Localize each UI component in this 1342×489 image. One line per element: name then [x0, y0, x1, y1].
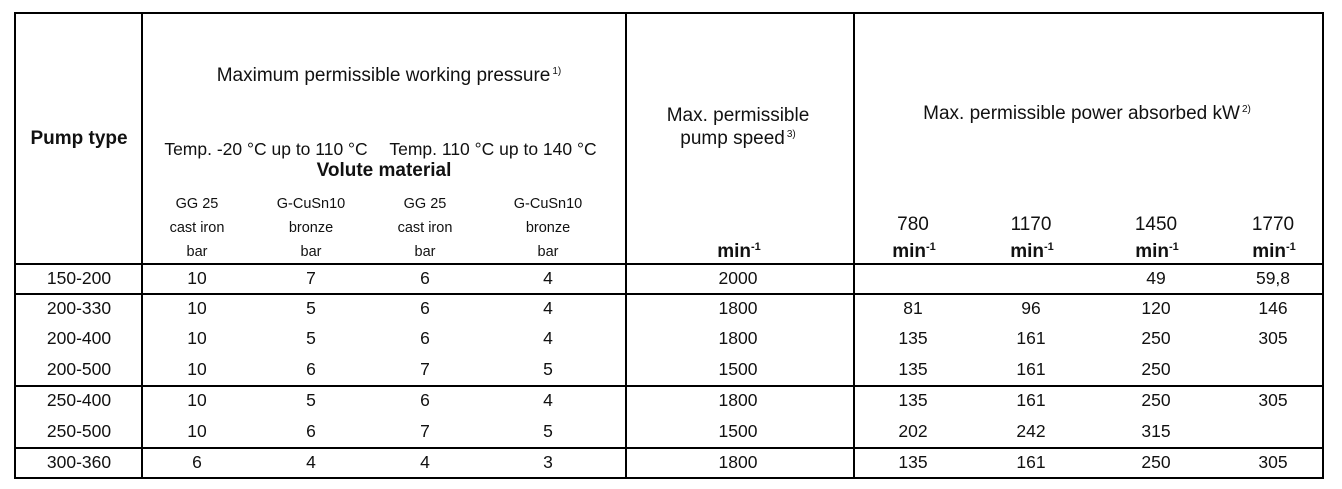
row-divider — [16, 263, 1322, 265]
table-cell: 4 — [543, 390, 553, 410]
table-cell: 49 — [1146, 268, 1166, 288]
material-name: GG 25 — [175, 196, 219, 212]
pump-type-cell: 250-500 — [46, 421, 112, 441]
table-cell: 4 — [543, 268, 553, 288]
speed-unit-exponent: -1 — [751, 241, 761, 253]
table-cell: 135 — [898, 390, 928, 410]
row-divider — [16, 293, 1322, 295]
row-divider — [16, 447, 1322, 449]
table-cell: 10 — [187, 268, 207, 288]
power-speed: 1450 — [1134, 214, 1178, 235]
power-unit-label: min — [1135, 241, 1169, 262]
table-cell: 1800 — [718, 390, 758, 410]
pump-data-table — [14, 12, 1324, 479]
table-cell: 4 — [543, 328, 553, 348]
speed-header-line2 — [680, 128, 795, 150]
table-cell: 146 — [1258, 298, 1288, 318]
material-desc: cast iron — [169, 220, 225, 236]
column-divider — [141, 14, 143, 477]
table-cell: 96 — [1021, 298, 1041, 318]
table-cell: 59,8 — [1255, 268, 1291, 288]
table-cell: 5 — [543, 359, 553, 379]
material-desc: bronze — [288, 220, 334, 236]
power-unit-label: min — [892, 241, 926, 262]
table-cell: 242 — [1016, 421, 1046, 441]
power-speed: 1770 — [1251, 214, 1295, 235]
pump-type-cell: 300-360 — [46, 452, 112, 472]
speed-header-line1: Max. permissible — [666, 105, 810, 126]
material-unit: bar — [186, 244, 208, 260]
table-cell: 6 — [420, 268, 430, 288]
pump-type-cell: 200-330 — [46, 298, 112, 318]
temp-low-header: Temp. -20 °C up to 110 °C — [164, 139, 368, 159]
table-cell: 250 — [1141, 328, 1171, 348]
table-cell: 10 — [187, 359, 207, 379]
power-footnote: 2) — [1241, 104, 1251, 115]
power-unit — [1010, 241, 1054, 263]
table-cell: 135 — [898, 452, 928, 472]
table-cell: 1500 — [718, 359, 758, 379]
max-pressure-footnote: 1) — [552, 66, 562, 77]
table-cell: 1800 — [718, 298, 758, 318]
table-cell: 161 — [1016, 390, 1046, 410]
table-cell: 4 — [306, 452, 316, 472]
table-cell: 5 — [306, 328, 316, 348]
material-desc: cast iron — [397, 220, 453, 236]
max-pressure-header — [217, 65, 562, 87]
power-unit — [892, 241, 936, 263]
table-cell: 305 — [1258, 452, 1288, 472]
pump-type-cell: 150-200 — [46, 268, 112, 288]
material-name: GG 25 — [403, 196, 447, 212]
speed-unit — [717, 241, 761, 263]
table-cell: 6 — [420, 328, 430, 348]
table-cell: 6 — [420, 390, 430, 410]
table-cell: 10 — [187, 298, 207, 318]
table-cell: 7 — [306, 268, 316, 288]
table-cell: 161 — [1016, 452, 1046, 472]
table-cell: 81 — [903, 298, 923, 318]
pump-type-cell: 200-500 — [46, 359, 112, 379]
material-unit: bar — [537, 244, 559, 260]
power-unit-exponent: -1 — [926, 241, 936, 253]
material-unit: bar — [300, 244, 322, 260]
table-cell: 10 — [187, 421, 207, 441]
power-header-label: Max. permissible power absorbed kW — [923, 103, 1240, 124]
power-speed: 1170 — [1010, 214, 1052, 235]
pump-type-header: Pump type — [30, 128, 128, 149]
table-cell: 4 — [543, 298, 553, 318]
table-cell: 202 — [898, 421, 928, 441]
power-unit-label: min — [1252, 241, 1286, 262]
power-unit — [1252, 241, 1296, 263]
power-unit — [1135, 241, 1179, 263]
table-cell: 6 — [306, 421, 316, 441]
volute-material-header: Volute material — [316, 160, 452, 181]
column-divider — [853, 14, 855, 477]
table-cell: 5 — [543, 421, 553, 441]
table-cell: 315 — [1141, 421, 1171, 441]
pump-type-cell: 200-400 — [46, 328, 112, 348]
material-name: G-CuSn10 — [276, 196, 346, 212]
table-cell: 7 — [420, 421, 430, 441]
power-unit-label: min — [1010, 241, 1044, 262]
table-cell: 135 — [898, 359, 928, 379]
temp-high-header: Temp. 110 °C up to 140 °C — [389, 139, 597, 159]
speed-footnote: 3) — [786, 129, 796, 140]
table-cell: 1500 — [718, 421, 758, 441]
table-cell: 305 — [1258, 390, 1288, 410]
speed-header-label: pump speed — [680, 128, 785, 149]
power-unit-exponent: -1 — [1286, 241, 1296, 253]
material-unit: bar — [414, 244, 436, 260]
table-cell: 135 — [898, 328, 928, 348]
power-speed: 780 — [897, 214, 929, 235]
table-cell: 3 — [543, 452, 553, 472]
table-cell: 10 — [187, 328, 207, 348]
table-cell: 5 — [306, 390, 316, 410]
table-cell: 161 — [1016, 328, 1046, 348]
table-cell: 250 — [1141, 452, 1171, 472]
table-cell: 7 — [420, 359, 430, 379]
table-cell: 2000 — [718, 268, 758, 288]
table-cell: 6 — [192, 452, 202, 472]
pump-type-cell: 250-400 — [46, 390, 112, 410]
power-unit-exponent: -1 — [1169, 241, 1179, 253]
table-cell: 120 — [1141, 298, 1171, 318]
table-cell: 161 — [1016, 359, 1046, 379]
material-name: G-CuSn10 — [513, 196, 583, 212]
max-pressure-label: Maximum permissible working pressure — [216, 65, 551, 86]
speed-unit-label: min — [717, 241, 751, 262]
table-cell: 305 — [1258, 328, 1288, 348]
table-cell: 250 — [1141, 359, 1171, 379]
table-cell: 1800 — [718, 328, 758, 348]
row-divider — [16, 385, 1322, 387]
table-cell: 250 — [1141, 390, 1171, 410]
power-unit-exponent: -1 — [1044, 241, 1054, 253]
table-cell: 1800 — [718, 452, 758, 472]
table-cell: 5 — [306, 298, 316, 318]
column-divider — [625, 14, 627, 477]
power-header — [923, 103, 1251, 125]
table-cell: 10 — [187, 390, 207, 410]
material-desc: bronze — [525, 220, 571, 236]
table-cell: 6 — [306, 359, 316, 379]
table-cell: 4 — [420, 452, 430, 472]
table-cell: 6 — [420, 298, 430, 318]
